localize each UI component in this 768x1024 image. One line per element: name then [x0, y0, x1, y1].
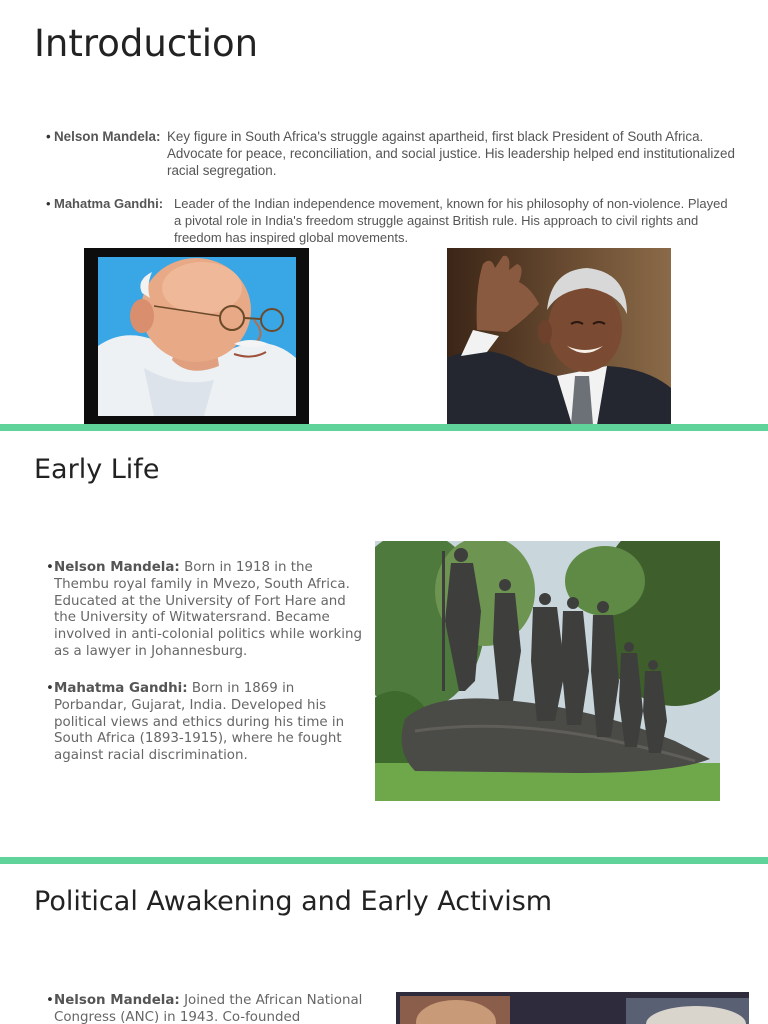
slide-introduction	[0, 0, 768, 425]
list-item	[46, 681, 366, 765]
slide-title: Introduction	[34, 22, 259, 65]
bullet: •	[46, 993, 54, 1008]
bullet: •	[46, 681, 54, 696]
list-item	[46, 993, 366, 1024]
slide-divider	[0, 857, 768, 864]
item-text: Leader of the Indian independence movement, known for his philosophy of non-violence. Played a pivotal role in India's freedom struggle against British rule. His approach to civil rights and freedom has inspired global movements.	[174, 196, 728, 245]
mandela-photo-image	[447, 248, 671, 425]
slide-political-awakening	[0, 864, 768, 1024]
slide-title: Early Life	[34, 454, 160, 485]
gandhi-portrait-image	[84, 248, 309, 425]
bullet: •	[46, 560, 54, 575]
item-name: Mahatma Gandhi:	[54, 196, 164, 211]
item-text: Joined the African National Congress (ANC) in 1943. Co-founded	[54, 993, 363, 1024]
salt-march-statue-image	[375, 541, 720, 801]
list-item	[46, 560, 366, 661]
item-name: Mahatma Gandhi:	[54, 681, 188, 696]
item-name: Nelson Mandela:	[54, 129, 161, 144]
slide-divider	[0, 424, 768, 431]
item-text: Key figure in South Africa's struggle against apartheid, first black President of South Africa. Advocate for peace, reconciliation, and social justice. His leadership helped end institutionalized racial segregation.	[167, 129, 735, 178]
list-item	[46, 128, 746, 182]
item-text: Born in 1918 in the Thembu royal family in Mvezo, South Africa. Educated at the University of Fort Hare and the University of Witwatersrand. Became involved in anti-colonial politics while working as a lawyer in Johannesburg.	[54, 560, 362, 659]
item-text: Born in 1869 in Porbandar, Gujarat, India. Developed his political views and ethics during his time in South Africa (1893-1915), where he fought against racial discrimination.	[54, 681, 345, 764]
item-name: Nelson Mandela:	[54, 560, 180, 575]
bullet: •	[46, 196, 51, 211]
bullet: •	[46, 129, 51, 144]
slide-early-life	[0, 432, 768, 856]
slide-title: Political Awakening and Early Activism	[34, 886, 553, 917]
activism-photo-image	[396, 992, 749, 1024]
item-name: Nelson Mandela:	[54, 993, 180, 1008]
list-item	[46, 195, 746, 249]
